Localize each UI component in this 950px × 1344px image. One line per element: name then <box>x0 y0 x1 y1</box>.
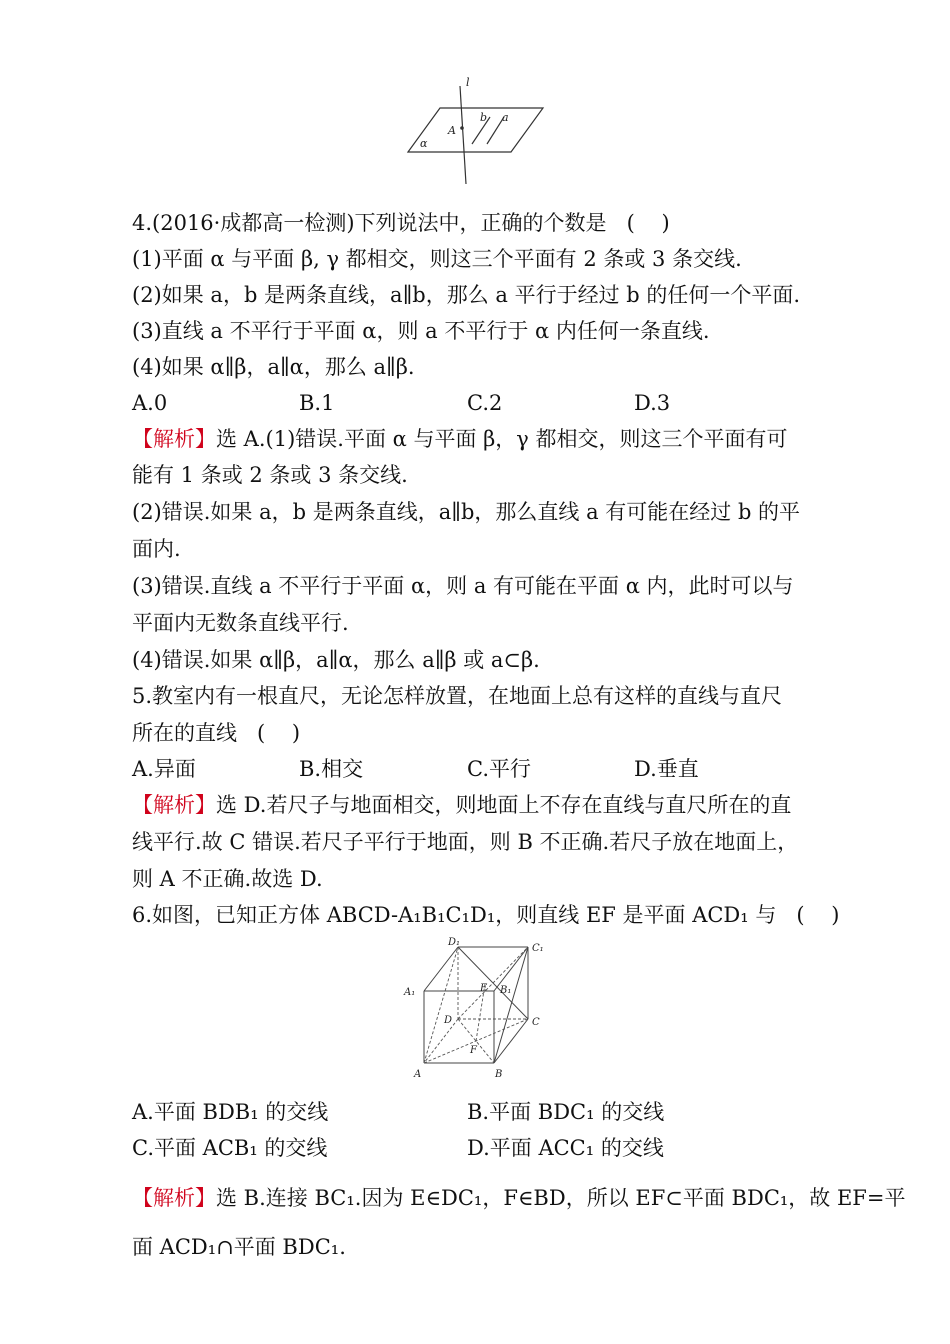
q4-statement-1: (1)平面 α 与平面 β, γ 都相交，则这三个平面有 2 条或 3 条交线. <box>132 247 742 271</box>
label-A1: A₁ <box>404 987 416 998</box>
q6-analysis-line-2: 面 ACD₁∩平面 BDC₁. <box>132 1235 346 1259</box>
line-l <box>460 86 466 184</box>
q4-stem: 4.(2016·成都高一检测)下列说法中，正确的个数是 ( ) <box>132 211 670 235</box>
q6-analysis-text: 选 B.连接 BC₁.因为 E∈DC₁，F∈BD，所以 EF⊂平面 BDC₁，故 EF=平 <box>216 1186 906 1210</box>
label-B1: B₁ <box>500 985 512 996</box>
q5-analysis-line-3: 则 A 不正确.故选 D. <box>132 867 323 891</box>
analysis-tag: 【解析】 <box>132 427 216 451</box>
q6-analysis-line-1 <box>132 1184 905 1212</box>
label-alpha: α <box>420 137 428 150</box>
q5-analysis-text: 选 D.若尺子与地面相交，则地面上不存在直线与直尺所在的直 <box>216 793 792 817</box>
q6-option-a: A.平面 BDB₁ 的交线 <box>132 1100 329 1124</box>
q4-analysis-line-7: (4)错误.如果 α∥β，a∥α，那么 a∥β 或 a⊂β. <box>132 648 540 672</box>
q4-statement-2: (2)如果 a，b 是两条直线，a∥b，那么 a 平行于经过 b 的任何一个平面. <box>132 283 801 307</box>
q5-stem-2: 所在的直线 ( ) <box>132 721 301 745</box>
label-A: A <box>448 124 456 137</box>
label-B: B <box>495 1069 503 1080</box>
q4-analysis-line-4: 面内. <box>132 537 181 561</box>
q4-analysis-line-1 <box>132 425 788 453</box>
q6-option-c: C.平面 ACB₁ 的交线 <box>132 1136 328 1160</box>
label-C: C <box>532 1017 540 1028</box>
q4-analysis-line-2: 能有 1 条或 2 条或 3 条交线. <box>132 463 408 487</box>
q4-option-b: B.1 <box>299 391 335 415</box>
q5-stem-1: 5.教室内有一根直尺，无论怎样放置，在地面上总有这样的直线与直尺 <box>132 684 783 708</box>
cube-figure <box>400 935 560 1085</box>
q4-analysis-line-5: (3)错误.直线 a 不平行于平面 α，则 a 有可能在平面 α 内，此时可以与 <box>132 574 794 598</box>
q4-analysis-line-6: 平面内无数条直线平行. <box>132 611 349 635</box>
label-F: F <box>470 1045 477 1056</box>
plane-alpha <box>408 108 543 152</box>
q4-statement-4: (4)如果 α∥β，a∥α，那么 a∥β. <box>132 355 415 379</box>
q5-option-d: D.垂直 <box>634 757 699 781</box>
q4-option-d: D.3 <box>634 391 671 415</box>
q6-stem: 6.如图，已知正方体 ABCD-A₁B₁C₁D₁，则直线 EF 是平面 ACD₁ 与 ( ) <box>132 903 840 927</box>
q4-statement-3: (3)直线 a 不平行于平面 α，则 a 不平行于 α 内任何一条直线. <box>132 319 710 343</box>
analysis-tag: 【解析】 <box>132 1186 216 1210</box>
q4-option-c: C.2 <box>467 391 503 415</box>
label-b: b <box>480 111 488 124</box>
q5-option-c: C.平行 <box>467 757 531 781</box>
point-A <box>460 126 464 130</box>
q5-option-b: B.相交 <box>299 757 364 781</box>
label-A: A <box>414 1069 422 1080</box>
q5-analysis-line-1 <box>132 791 791 819</box>
label-a: a <box>502 111 509 124</box>
q4-option-a: A.0 <box>132 391 168 415</box>
q5-option-a: A.异面 <box>132 757 196 781</box>
label-D1: D₁ <box>448 937 461 948</box>
label-E: E <box>480 983 488 994</box>
analysis-tag: 【解析】 <box>132 793 216 817</box>
q6-option-b: B.平面 BDC₁ 的交线 <box>467 1100 665 1124</box>
q4-analysis-line-3: (2)错误.如果 a，b 是两条直线，a∥b，那么直线 a 有可能在经过 b 的平 <box>132 500 801 524</box>
label-l: l <box>466 76 470 89</box>
q6-option-d: D.平面 ACC₁ 的交线 <box>467 1136 664 1160</box>
label-C1: C₁ <box>532 943 544 954</box>
label-D: D <box>444 1015 453 1026</box>
q4-analysis-text: 选 A.(1)错误.平面 α 与平面 β，γ 都相交，则这三个平面有可 <box>216 427 788 451</box>
q5-analysis-line-2: 线平行.故 C 错误.若尺子平行于地面，则 B 不正确.若尺子放在地面上， <box>132 830 799 854</box>
plane-lines-figure <box>400 72 560 187</box>
